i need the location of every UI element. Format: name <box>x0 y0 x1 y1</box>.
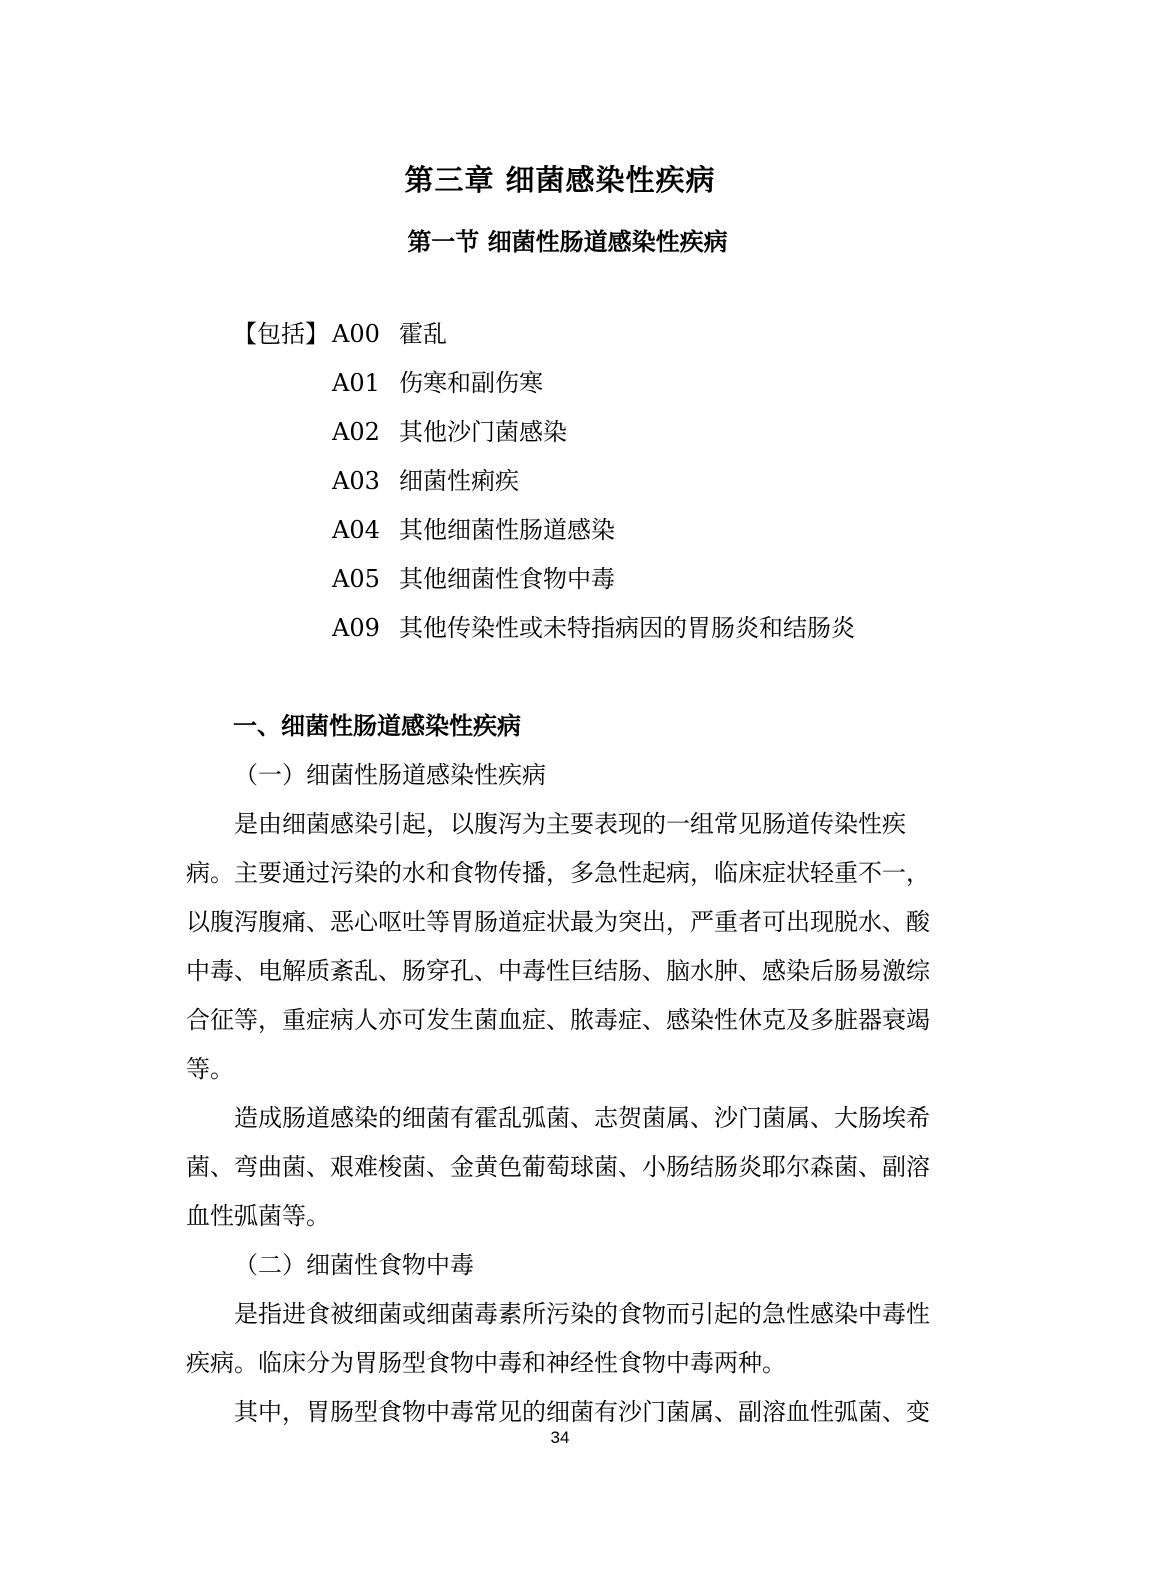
subheading-1: （一）细菌性肠道感染性疾病 <box>234 761 546 789</box>
section-title: 第一节 细菌性肠道感染性疾病 <box>407 228 728 256</box>
subheading-2: （二）细菌性食物中毒 <box>234 1251 474 1279</box>
paragraph: 是由细菌感染引起，以腹泻为主要表现的一组常见肠道传染性疾病。主要通过污染的水和食物传播，多急性起病，临床症状轻重不一，以腹泻腹痛、恶心呕吐等胃肠道症状最为突出，严重者可出现脱水、酸中毒、电解质紊乱、肠穿孔、中毒性巨结肠、脑水肿、感染后肠易激综合征等，重症病人亦可发生菌血症、脓毒症、感染性休克及多脏器衰竭等。 <box>186 810 930 1083</box>
paragraph: 其中，胃肠型食物中毒常见的细菌有沙门菌属、副溶血性弧菌、变 <box>234 1398 930 1426</box>
paragraph: 是指进食被细菌或细菌毒素所污染的食物而引起的急性感染中毒性疾病。临床分为胃肠型食物中毒和神经性食物中毒两种。 <box>186 1300 930 1377</box>
disease-name: 其他沙门菌感染 <box>399 418 567 446</box>
chapter-title: 第三章 细菌感染性疾病 <box>404 163 716 197</box>
disease-name: 霍乱 <box>399 320 447 348</box>
disease-name: 其他细菌性肠道感染 <box>399 516 615 544</box>
disease-name: 细菌性痢疾 <box>399 467 519 495</box>
disease-name: 其他传染性或未特指病因的胃肠炎和结肠炎 <box>399 614 855 642</box>
icd-code: A01 <box>332 369 380 397</box>
disease-name: 伤寒和副伤寒 <box>399 369 543 397</box>
icd-code: A09 <box>332 614 380 642</box>
heading-1: 一、细菌性肠道感染性疾病 <box>233 712 521 740</box>
icd-code: A05 <box>332 565 380 593</box>
disease-name: 其他细菌性食物中毒 <box>399 565 615 593</box>
page-number: 34 <box>550 1428 570 1447</box>
icd-code: A00 <box>332 320 380 348</box>
icd-code: A04 <box>332 516 380 544</box>
paragraph: 造成肠道感染的细菌有霍乱弧菌、志贺菌属、沙门菌属、大肠埃希菌、弯曲菌、艰难梭菌、金黄色葡萄球菌、小肠结肠炎耶尔森菌、副溶血性弧菌等。 <box>186 1104 930 1230</box>
body-text <box>186 751 946 1437</box>
icd-code: A02 <box>332 418 380 446</box>
icd-code: A03 <box>332 467 380 495</box>
includes-label: 【包括】 <box>233 320 329 348</box>
